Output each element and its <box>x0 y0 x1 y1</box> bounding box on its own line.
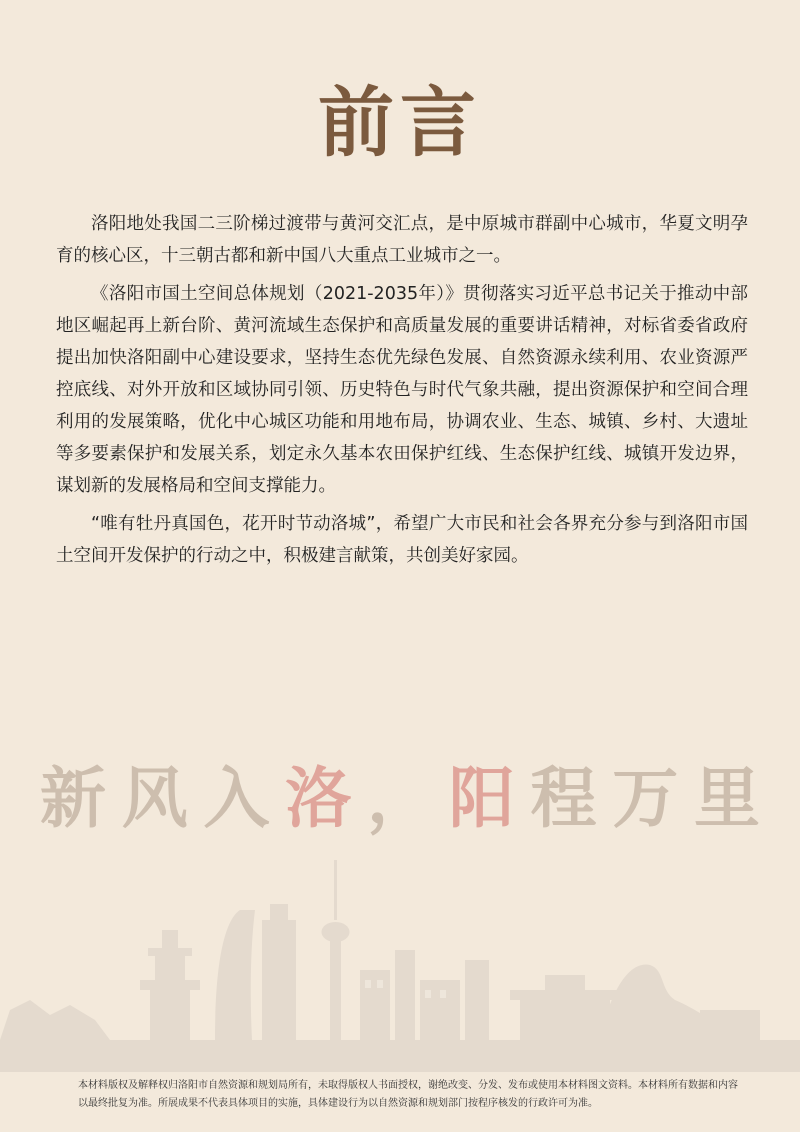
paragraph-plan: 《洛阳市国土空间总体规划（2021-2035年）》贯彻落实习近平总书记关于推动中部地区崛起再上新台阶、黄河流域生态保护和高质量发展的重要讲话精神，对标省委省政府提出加快洛阳副中心建设要求，坚持生态优先绿色发展、自然资源永续利用、农业资源严控底线、对外开放和区域协同引领、历史特色与时代气象共融，提出资源保护和空间合理利用的发展策略，优化中心城区功能和用地布局，协调农业、生态、城镇、乡村、大遗址等多要素保护和发展关系，划定永久基本农田保护红线、生态保护红线、城镇开发边界，谋划新的发展格局和空间支撑能力。 <box>56 284 748 496</box>
copyright-notice: 本材料版权及解释权归洛阳市自然资源和规划局所有，未取得版权人书面授权，谢绝改变、分发、发布或使用本材料图文资料。本材料所有数据和内容以最终批复为准。所展成果不代表具体项目的实施，具体建设行为以自然资源和规划部门按程序核发的行政许可为准。 <box>78 1080 738 1109</box>
slogan-char-highlight: 阳 <box>448 759 517 837</box>
slogan-char: 万 <box>612 759 681 837</box>
preface-body <box>56 208 748 578</box>
slogan-comma: ， <box>367 759 435 837</box>
slogan-char: 入 <box>203 759 272 837</box>
slogan-char: 里 <box>694 759 762 837</box>
slogan-char: 风 <box>121 759 190 837</box>
slogan-banner <box>36 752 766 837</box>
city-skyline-illustration <box>0 840 800 1072</box>
paragraph-appeal: “唯有牡丹真国色，花开时节动洛城”，希望广大市民和社会各界充分参与到洛阳市国土空间开发保护的行动之中，积极建言献策，共创美好家园。 <box>56 514 748 566</box>
slogan-char: 新 <box>40 759 108 837</box>
paragraph-intro: 洛阳地处我国二三阶梯过渡带与黄河交汇点，是中原城市群副中心城市，华夏文明孕育的核心区，十三朝古都和新中国八大重点工业城市之一。 <box>56 214 748 266</box>
page-title: 前言 <box>318 78 482 167</box>
slogan-char-highlight: 洛 <box>285 759 354 837</box>
slogan-char: 程 <box>530 759 599 837</box>
